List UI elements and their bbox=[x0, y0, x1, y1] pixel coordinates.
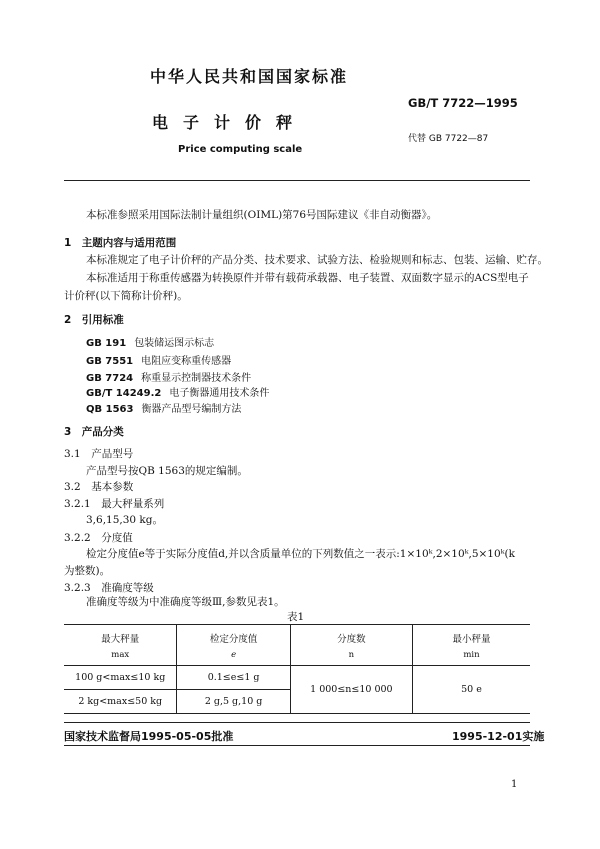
section-3-2-2-text-b: 为整数)。 bbox=[64, 565, 111, 577]
table-row bbox=[64, 666, 530, 690]
footer-divider bbox=[64, 722, 530, 723]
footer-bottom-rule bbox=[64, 745, 530, 746]
section-2-heading: 2 引用标准 bbox=[64, 314, 124, 326]
reference-item: QB 1563 衡器产品型号编制方法 bbox=[86, 404, 242, 415]
page-number: 1 bbox=[511, 779, 518, 790]
section-3-2-3-text: 准确度等级为中准确度等级Ⅲ,参数见表1。 bbox=[86, 596, 285, 608]
reference-item: GB 7551 电阻应变称重传感器 bbox=[86, 356, 232, 367]
section-1-heading: 1 主题内容与适用范围 bbox=[64, 237, 177, 249]
standard-number: GB/T 7722—1995 bbox=[408, 96, 518, 110]
section-1-paragraph-1: 本标准规定了电子计价秤的产品分类、技术要求、试验方法、检验规则和标志、包装、运输、贮存。 bbox=[86, 254, 548, 266]
section-3-2-1-heading: 3.2.1 最大秤量系列 bbox=[64, 498, 165, 510]
section-3-2-heading: 3.2 基本参数 bbox=[64, 481, 134, 493]
national-standard-label: 中华人民共和国国家标准 bbox=[150, 67, 349, 86]
table-cell: 1 000≤n≤10 000 bbox=[290, 666, 412, 714]
parameter-table bbox=[64, 624, 530, 714]
header-cell: 检定分度值 e bbox=[177, 625, 290, 666]
reference-item: GB 7724 称重显示控制器技术条件 bbox=[86, 373, 252, 384]
section-3-2-3-heading: 3.2.3 准确度等级 bbox=[64, 582, 154, 594]
document-title-en: Price computing scale bbox=[178, 144, 303, 155]
header-divider bbox=[64, 180, 530, 181]
section-3-1-heading: 3.1 产品型号 bbox=[64, 448, 134, 460]
reference-item: GB/T 14249.2 电子衡器通用技术条件 bbox=[86, 388, 270, 399]
section-3-1-text: 产品型号按QB 1563的规定编制。 bbox=[86, 465, 248, 477]
section-1-paragraph-2a: 本标准适用于称重传感器为转换原件并带有载荷承载器、电子装置、双面数字显示的ACS型电子 bbox=[86, 272, 529, 284]
section-3-2-2-heading: 3.2.2 分度值 bbox=[64, 532, 133, 544]
header-cell: 分度数 n bbox=[290, 625, 412, 666]
section-3-2-2-text-a: 检定分度值e等于实际分度值d,并以含质量单位的下列数值之一表示:1×10ᵏ,2×10ᵏ,5×10ᵏ(k bbox=[86, 548, 515, 560]
section-3-heading: 3 产品分类 bbox=[64, 426, 124, 438]
implementation-date: 1995-12-01实施 bbox=[452, 730, 545, 743]
table-cell: 2 g,5 g,10 g bbox=[177, 690, 290, 714]
header-cell: 最小秤量 min bbox=[413, 625, 530, 666]
table-cell: 2 kg<max≤50 kg bbox=[64, 690, 177, 714]
approval-date: 国家技术监督局1995-05-05批准 bbox=[64, 730, 234, 743]
table-header-row bbox=[64, 625, 530, 666]
table-caption: 表1 bbox=[287, 611, 305, 623]
table-cell: 50 e bbox=[413, 666, 530, 714]
replaces-standard: 代替 GB 7722—87 bbox=[408, 134, 489, 144]
section-1-paragraph-2b: 计价秤(以下简称计价秤)。 bbox=[64, 290, 188, 302]
section-3-2-1-text: 3,6,15,30 kg。 bbox=[86, 514, 164, 526]
reference-item: GB 191 包装储运图示标志 bbox=[86, 338, 215, 349]
header-cell: 最大秤量 max bbox=[64, 625, 177, 666]
document-title-cn: 电子计价秤 bbox=[152, 113, 308, 132]
table-cell: 100 g<max≤10 kg bbox=[64, 666, 177, 690]
intro-paragraph: 本标准参照采用国际法制计量组织(OIML)第76号国际建议《非自动衡器》。 bbox=[86, 209, 438, 221]
table-cell: 0.1≤e≤1 g bbox=[177, 666, 290, 690]
